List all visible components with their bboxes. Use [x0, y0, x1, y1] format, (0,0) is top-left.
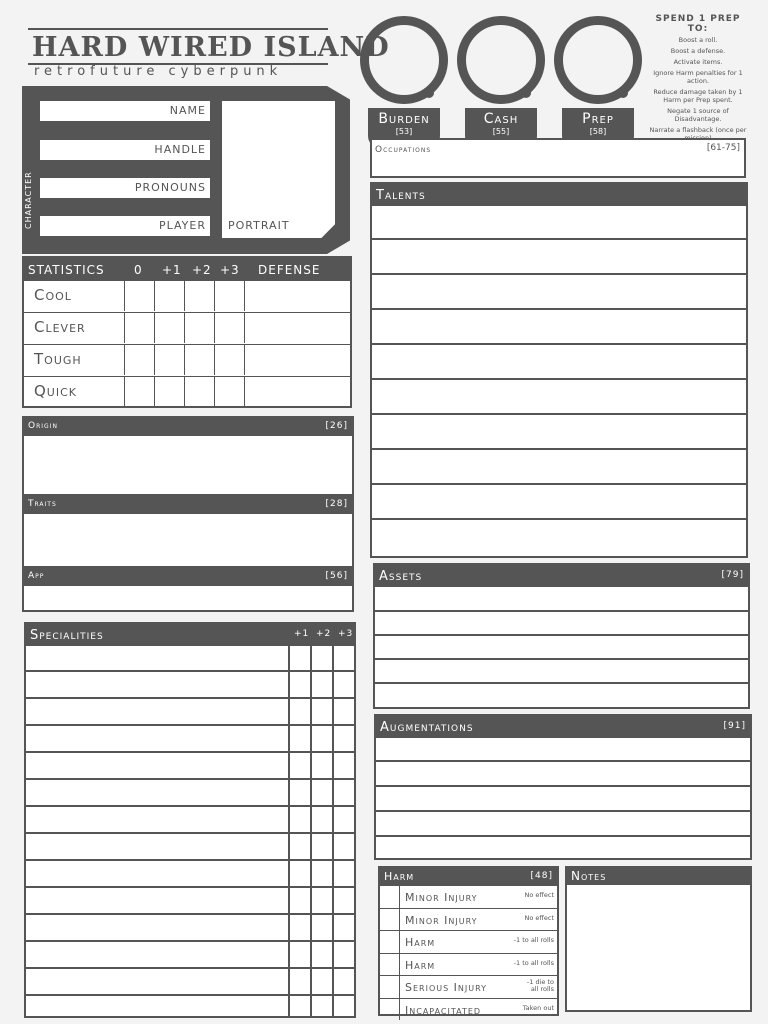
talent-row-line[interactable]	[372, 448, 746, 450]
stat-cell[interactable]	[124, 345, 125, 375]
harm-table	[378, 866, 559, 1016]
stat-cell[interactable]	[184, 281, 185, 311]
harm-row	[380, 885, 557, 908]
harm-checkbox[interactable]	[380, 886, 400, 908]
talent-row-line[interactable]	[372, 483, 746, 485]
statistics-title: STATISTICS	[28, 263, 105, 277]
traits-ref: [28]	[325, 499, 348, 509]
talents-label: Talents	[376, 188, 426, 203]
cash-ring	[457, 16, 545, 104]
spec-row-line[interactable]	[26, 967, 354, 969]
spec-row-line[interactable]	[26, 670, 354, 672]
stat-cell[interactable]	[184, 377, 185, 407]
augmentation-row-line[interactable]	[376, 785, 750, 787]
specialities-header	[26, 624, 354, 646]
statistics-table	[22, 256, 352, 408]
stat-defense-cell[interactable]	[244, 345, 245, 375]
augmentations-box	[374, 714, 752, 860]
harm-name: Incapacitated	[405, 1003, 482, 1017]
augmentation-row-line[interactable]	[376, 760, 750, 762]
stat-cell[interactable]	[154, 313, 155, 343]
stat-cell[interactable]	[214, 313, 215, 343]
spend-prep-item: Ignore Harm penalties for 1 action.	[653, 69, 743, 85]
assets-header	[375, 565, 748, 587]
statistics-header	[24, 258, 350, 280]
origin-label: Origin	[28, 421, 58, 431]
talent-row-line[interactable]	[372, 273, 746, 275]
cash-label: Cash	[483, 111, 519, 127]
traits-box[interactable]	[22, 494, 354, 568]
traits-header	[24, 496, 352, 514]
stat-label: Cool	[34, 286, 72, 304]
cash-dot	[521, 88, 531, 98]
stat-cell[interactable]	[184, 345, 185, 375]
stat-cell[interactable]	[154, 345, 155, 375]
spec-row-line[interactable]	[26, 697, 354, 699]
spec-col-divider	[332, 644, 334, 1016]
stat-label: Clever	[34, 318, 86, 336]
harm-effect: No effect	[524, 891, 554, 899]
app-label: App	[28, 571, 45, 581]
app-ref: [56]	[325, 571, 348, 581]
stat-cell[interactable]	[154, 281, 155, 311]
origin-header	[24, 418, 352, 436]
name-field[interactable]: NAME	[40, 101, 210, 121]
burden-ref: [53]	[395, 127, 413, 136]
stat-row-cool	[24, 280, 350, 311]
harm-effect: -1 die to all rolls	[526, 978, 554, 993]
stat-cell[interactable]	[214, 281, 215, 311]
sheet-title: HARD WIRED ISLAND	[28, 28, 328, 65]
spec-row-line[interactable]	[26, 832, 354, 834]
augmentations-ref: [91]	[723, 721, 746, 731]
spend-prep-item: Reduce damage taken by 1 Harm per Prep spent.	[653, 88, 743, 104]
stat-cell[interactable]	[124, 313, 125, 343]
player-field[interactable]: PLAYER	[40, 216, 210, 236]
harm-checkbox[interactable]	[380, 954, 400, 976]
spec-col-2: +2	[316, 629, 332, 639]
asset-row-line[interactable]	[375, 610, 748, 612]
asset-row-line[interactable]	[375, 634, 748, 636]
harm-effect: Taken out	[522, 1003, 554, 1012]
portrait-box[interactable]	[222, 101, 335, 238]
portrait-label: PORTRAIT	[228, 219, 290, 232]
stat-cell[interactable]	[214, 377, 215, 407]
spec-row-line[interactable]	[26, 859, 354, 861]
spend-prep-item: Narrate a flashback (once per	[649, 126, 747, 134]
stat-label: Quick	[34, 382, 77, 400]
harm-row	[380, 998, 557, 1021]
origin-box[interactable]	[22, 416, 354, 496]
prep-dot	[618, 88, 628, 98]
stat-defense-cell[interactable]	[244, 281, 245, 311]
cash-ref: [55]	[492, 127, 510, 136]
harm-checkbox[interactable]	[380, 999, 400, 1021]
spend-prep-list	[648, 14, 748, 145]
talent-row-line[interactable]	[372, 378, 746, 380]
spec-col-divider	[310, 644, 312, 1016]
stat-col-1: +1	[162, 263, 182, 277]
harm-ref: [48]	[530, 871, 553, 881]
talent-row-line[interactable]	[372, 518, 746, 520]
occupations-ref: [61-75]	[706, 143, 740, 153]
harm-row	[380, 953, 557, 976]
stat-row-clever	[24, 312, 350, 343]
talents-box	[370, 182, 748, 558]
harm-checkbox[interactable]	[380, 931, 400, 953]
harm-name: Minor Injury	[405, 891, 478, 904]
harm-checkbox[interactable]	[380, 909, 400, 931]
spec-row-line[interactable]	[26, 724, 354, 726]
harm-name: Harm	[405, 936, 436, 949]
prep-token[interactable]	[554, 16, 642, 134]
pronouns-field[interactable]: PRONOUNS	[40, 178, 210, 198]
harm-row	[380, 975, 557, 998]
stat-defense-cell[interactable]	[244, 377, 245, 407]
augmentation-row-line[interactable]	[376, 835, 750, 837]
specialities-label: Specialities	[30, 628, 104, 643]
spec-row-line[interactable]	[26, 994, 354, 996]
stat-cell[interactable]	[124, 377, 125, 407]
harm-row	[380, 930, 557, 953]
stat-cell[interactable]	[124, 281, 125, 311]
stat-label: Tough	[34, 350, 82, 368]
stat-cell[interactable]	[154, 377, 155, 407]
talent-row-line[interactable]	[372, 343, 746, 345]
harm-effect: -1 to all rolls	[513, 936, 554, 944]
stat-cell[interactable]	[184, 313, 185, 343]
prep-ref: [58]	[589, 127, 607, 136]
spec-col-3: +3	[338, 629, 354, 639]
spend-prep-item: Boost a roll.	[678, 36, 718, 44]
spec-row-line[interactable]	[26, 913, 354, 915]
stat-col-3: +3	[220, 263, 240, 277]
prep-label: Prep	[582, 111, 614, 127]
talent-row-line[interactable]	[372, 238, 746, 240]
harm-effect: No effect	[524, 913, 554, 922]
app-box[interactable]	[22, 566, 354, 612]
spec-row-line[interactable]	[26, 940, 354, 942]
sheet-subtitle: retrofuture cyberpunk	[34, 64, 283, 79]
cash-token[interactable]	[457, 16, 545, 134]
stat-row-quick	[24, 376, 350, 407]
asset-row-line[interactable]	[375, 682, 748, 684]
character-section-label: CHARACTER	[24, 171, 33, 229]
augmentations-label: Augmentations	[380, 720, 474, 735]
spec-col-divider	[288, 644, 290, 1016]
assets-ref: [79]	[721, 570, 744, 580]
assets-box	[373, 563, 750, 709]
augmentation-row-line[interactable]	[376, 810, 750, 812]
origin-ref: [26]	[325, 421, 348, 431]
harm-header	[380, 868, 557, 885]
occupations-box[interactable]	[370, 138, 746, 178]
stat-col-0: 0	[134, 263, 143, 277]
spec-col-1: +1	[294, 629, 310, 639]
harm-name: Harm	[405, 958, 436, 972]
app-header	[24, 568, 352, 586]
notes-label: Notes	[571, 869, 607, 883]
assets-label: Assets	[379, 569, 423, 584]
burden-dot	[424, 88, 434, 98]
burden-label: Burden	[378, 111, 430, 127]
stat-cell[interactable]	[214, 345, 215, 375]
harm-effect: -1 to all rolls	[513, 958, 554, 967]
stat-row-tough	[24, 344, 350, 375]
spend-prep-item: Activate items.	[673, 58, 723, 66]
harm-name: Serious Injury	[405, 981, 488, 994]
spec-row-line[interactable]	[26, 805, 354, 807]
harm-checkbox[interactable]	[380, 976, 400, 998]
spend-prep-item: Boost a defense.	[670, 47, 726, 55]
prep-ring	[554, 16, 642, 104]
notes-header	[567, 868, 750, 885]
handle-field[interactable]: HANDLE	[40, 140, 210, 160]
specialities-table	[24, 622, 356, 1018]
stat-col-2: +2	[192, 263, 212, 277]
harm-label: Harm	[384, 870, 415, 883]
stat-col-defense: DEFENSE	[258, 263, 321, 277]
burden-ring	[360, 16, 448, 104]
occupations-label: Occupations	[375, 145, 432, 155]
asset-row-line[interactable]	[375, 658, 748, 660]
talents-header	[372, 184, 746, 206]
augmentations-header	[376, 716, 750, 738]
burden-token[interactable]	[360, 16, 448, 134]
talent-row-line[interactable]	[372, 308, 746, 310]
spec-row-line[interactable]	[26, 778, 354, 780]
stat-defense-cell[interactable]	[244, 313, 245, 343]
harm-name: Minor Injury	[405, 913, 478, 927]
spec-row-line[interactable]	[26, 751, 354, 753]
spec-row-line[interactable]	[26, 886, 354, 888]
spend-prep-title: SPEND 1 PREP TO:	[655, 14, 741, 34]
traits-label: Traits	[28, 499, 57, 509]
notes-box[interactable]	[565, 866, 752, 1012]
spend-prep-item: Negate 1 source of Disadvantage.	[667, 107, 729, 123]
talent-row-line[interactable]	[372, 413, 746, 415]
harm-row	[380, 908, 557, 931]
